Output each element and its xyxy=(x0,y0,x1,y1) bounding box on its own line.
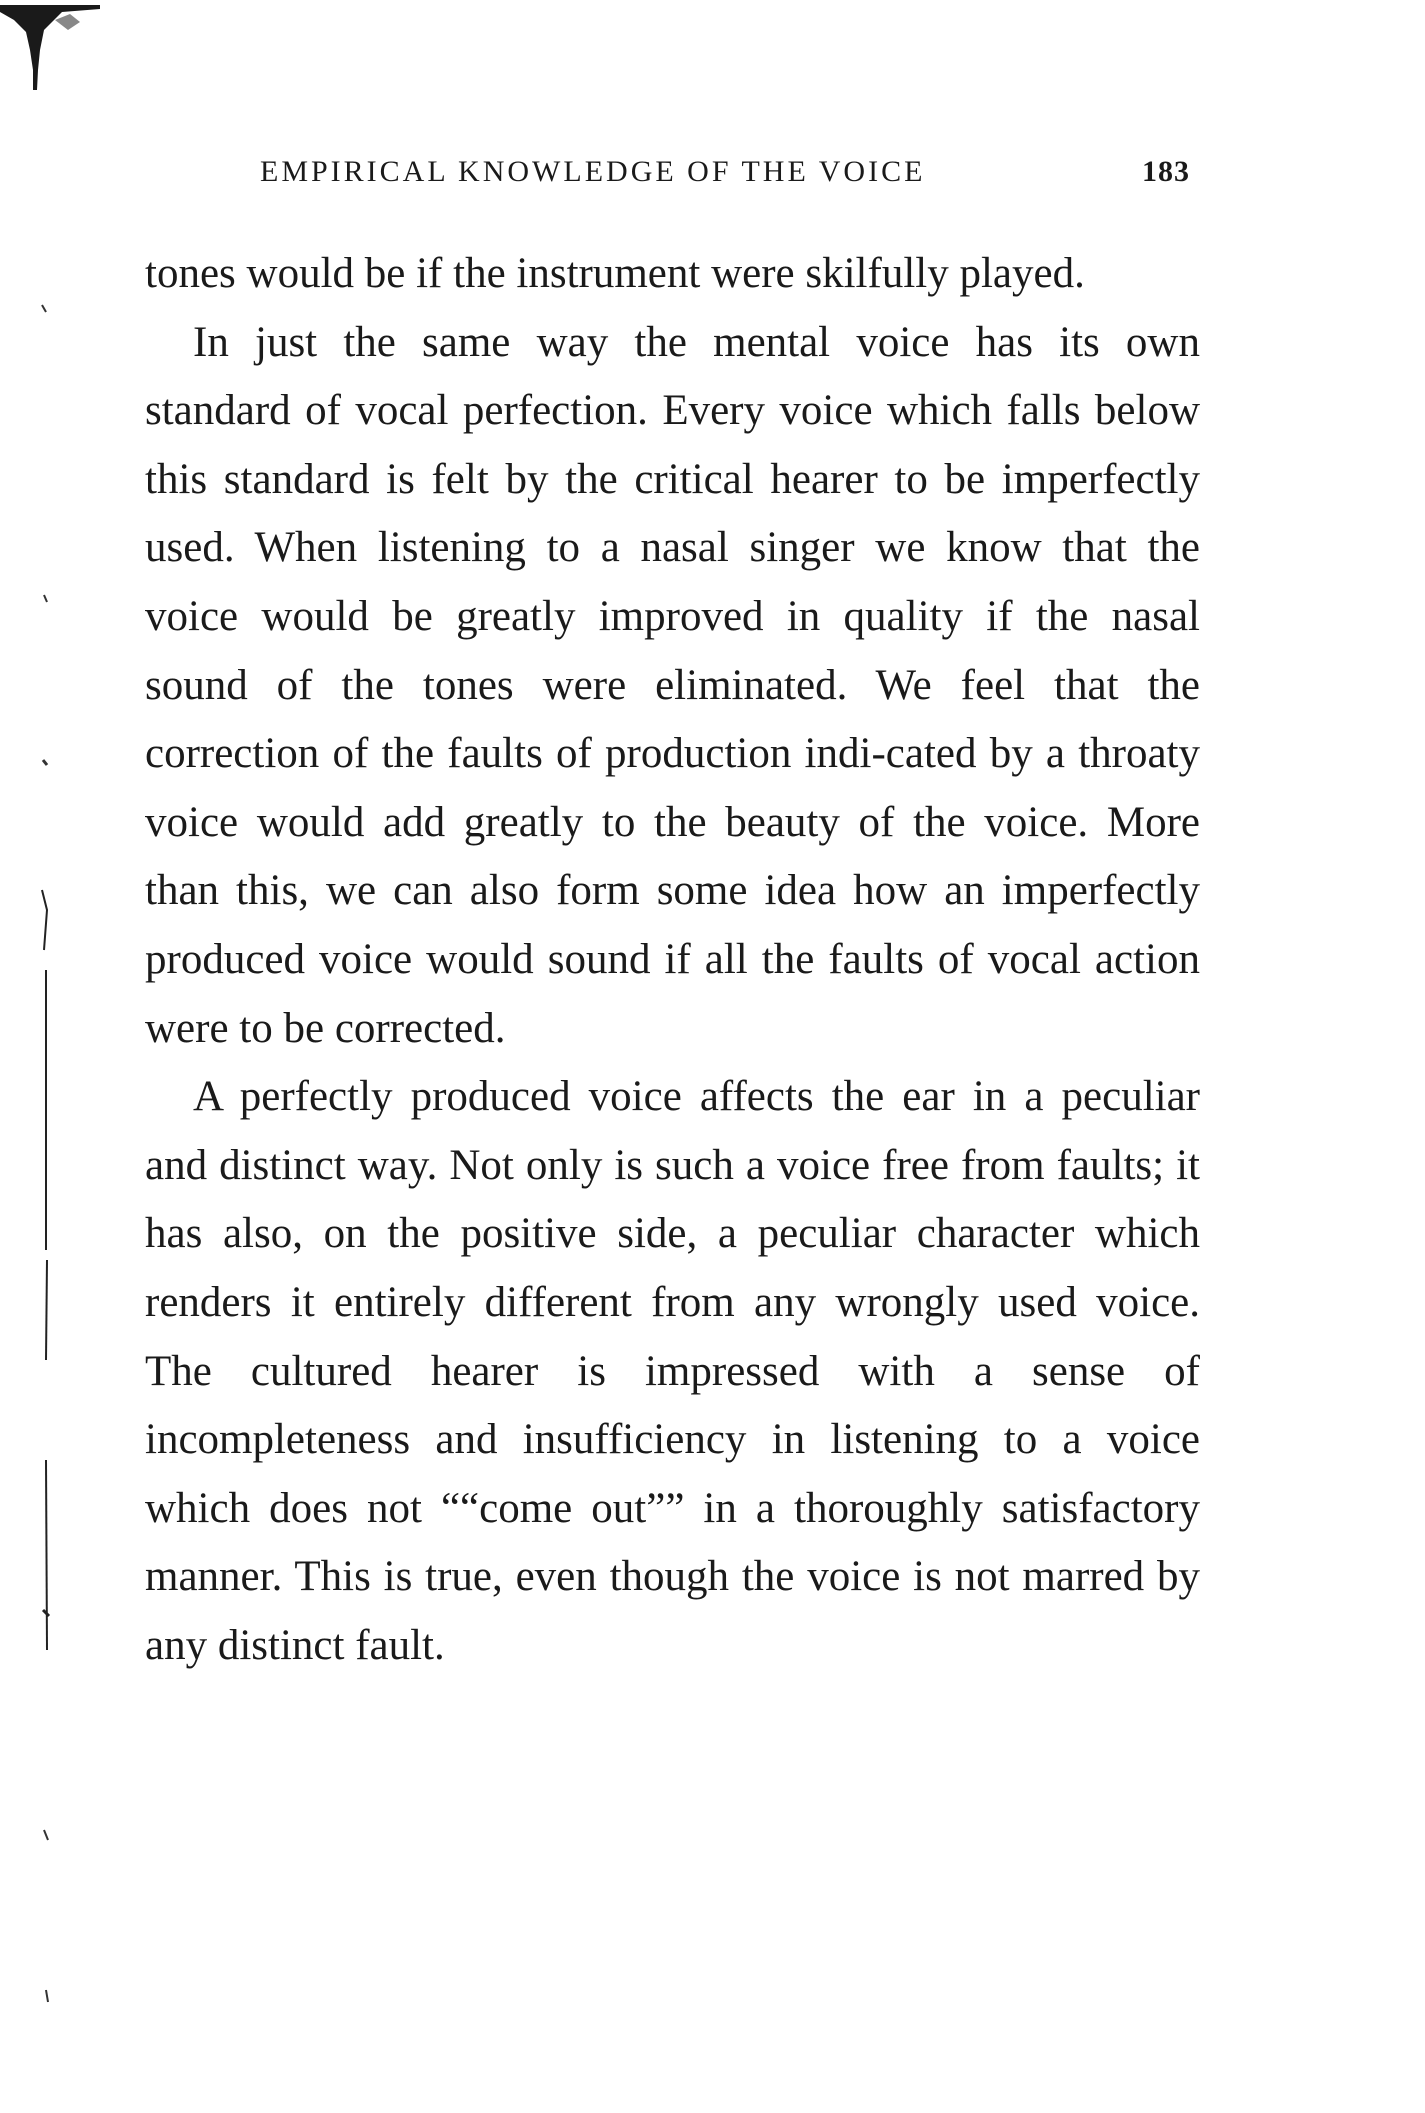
binding-edge-marks xyxy=(30,250,70,2050)
body-text xyxy=(145,240,1200,1680)
paragraph: A perfectly produced voice affects the ear in a peculiar and distinct way. Not only is such a voice free from faults; it has also, on the positive side, a peculiar character which renders it entirely different from any wrongly used voice. The cultured hearer is impressed with a sense of incompleteness and insufficiency in listening to a voice which does not ““come out”” in a thoroughly satisfactory manner. This is true, even though the voice is not marred by any distinct fault. xyxy=(145,1073,1200,1669)
page-corner-scan-mark xyxy=(0,0,100,95)
running-head-title: EMPIRICAL KNOWLEDGE OF THE VOICE xyxy=(260,155,926,188)
paragraph-continued: tones would be if the instrument were skilfully played. xyxy=(145,250,1085,297)
page-number: 183 xyxy=(1142,155,1190,188)
paragraph: In just the same way the mental voice has its own standard of vocal perfection. Every voice which falls below this standard is felt by the critical hearer to be imperfectly used. When listening to a nasal singer we know that the voice would be greatly improved in quality if the nasal sound of the tones were eliminated. We feel that the correction of the faults of production indi-cated by a throaty voice would add greatly to the beauty of the voice. More than this, we can also form some idea how an imperfectly produced voice would sound if all the faults of vocal action were to be corrected. xyxy=(145,318,1200,1052)
